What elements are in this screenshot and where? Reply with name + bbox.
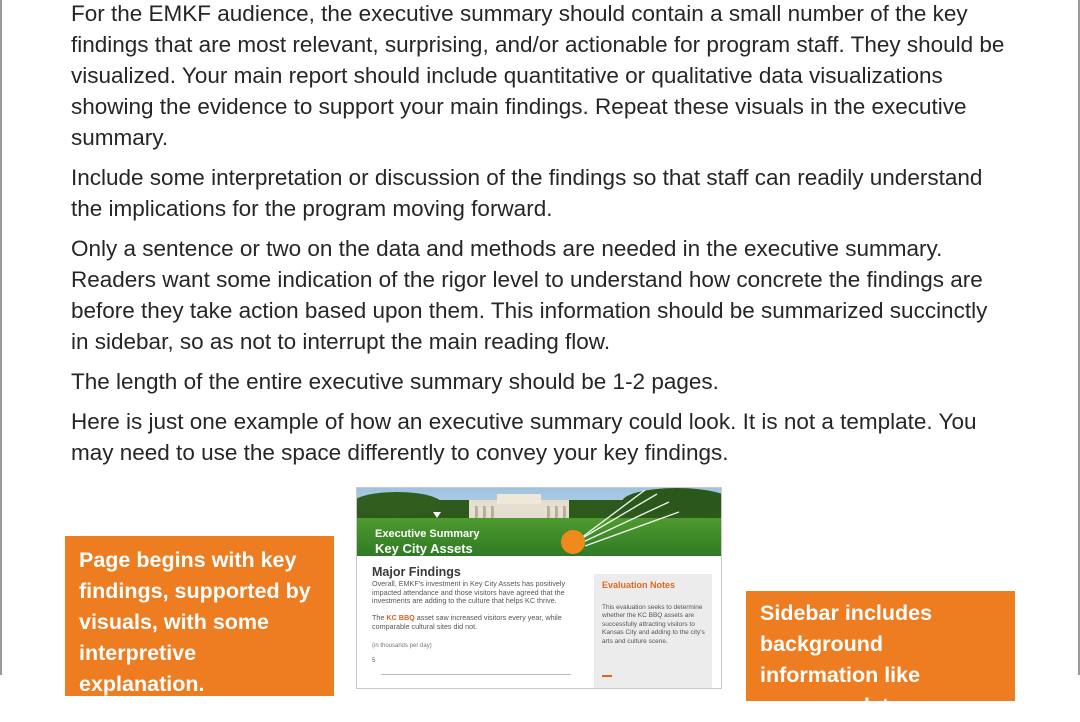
thumbnail-sidebar-marker xyxy=(602,675,612,677)
thumbnail-sidebar xyxy=(594,574,712,689)
thumbnail-paragraph: Overall, EMKF's investment in Key City Assets has positively impacted attendance and those visitors have agreed that the investments are adding to the culture that helps KC thrive. xyxy=(372,579,566,606)
paragraph-methods: Only a sentence or two on the data and methods are needed in the executive summary. Readers want some indication of the rigor level to understand how concrete the findings are before they take action based upon them. This information should be summarized succinctly in sidebar, so as not to interrupt the main reading flow. xyxy=(71,236,988,354)
paragraph-interpretation: Include some interpretation or discussion of the findings so that staff can readily understand the implications for the program moving forward. xyxy=(71,165,983,221)
thumbnail-sidebar-text: This evaluation seeks to determine whether the KC BBQ assets are successfully attracting visitors to Kansas City and adding to the city's arts and culture scene. xyxy=(602,604,705,645)
thumbnail-hero-title-line1: Executive Summary xyxy=(375,528,480,540)
thumbnail-finding-asset: KC BBQ xyxy=(386,613,415,622)
thumbnail-sidebar-heading: Evaluation Notes xyxy=(602,580,676,590)
paragraph-audience: For the EMKF audience, the executive summary should contain a small number of the key findings that are most relevant, surprising, and/or actionable for program staff. They should be visualized. Your main report should include quantitative or qualitative data visualizations showing the evidence to support your main findings. Repeat these visuals in the executive summary. xyxy=(71,1,1005,150)
thumbnail-finding-text: asset saw increased visitors every year, while comparable cultural sites did not. xyxy=(372,613,562,631)
page-left-border xyxy=(0,0,2,675)
document-body xyxy=(71,0,1011,477)
thumbnail-hero-title-line2: Key City Assets xyxy=(375,541,473,556)
thumbnail-hero-title xyxy=(375,528,480,556)
callout-key-findings: Page begins with key findings, supported by visuals, with some interpretive explanation. xyxy=(65,536,334,696)
thumbnail-heading: Major Findings xyxy=(372,565,461,579)
thumbnail-hero-image xyxy=(357,488,721,556)
thumbnail-chart-tick: 5 xyxy=(372,658,376,664)
thumbnail-finding xyxy=(372,614,582,631)
thumbnail-chart-units: (in thousands per day) xyxy=(372,643,432,649)
paragraph-length: The length of the entire executive summary should be 1-2 pages. xyxy=(71,369,719,394)
callout-sidebar: Sidebar includes background information like purpose, data xyxy=(746,591,1015,701)
paragraph-example: Here is just one example of how an executive summary could look. It is not a template. You may need to use the space differently to convey your key findings. xyxy=(71,409,977,465)
thumbnail-finding-prefix: The xyxy=(372,613,387,622)
example-summary-thumbnail xyxy=(356,487,722,689)
